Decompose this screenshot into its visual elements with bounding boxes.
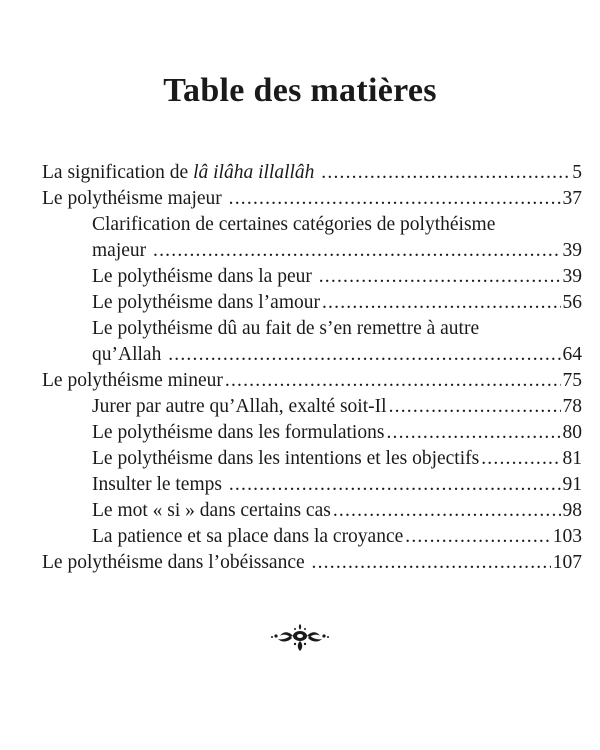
toc-entry-row	[92, 290, 582, 316]
dot-leader	[312, 550, 551, 576]
toc-subentry	[42, 264, 582, 290]
toc-entry-text: majeur	[92, 240, 152, 261]
toc-subentry	[42, 420, 582, 446]
toc-entry-text: La signification de	[42, 162, 194, 183]
toc-entry-row	[92, 524, 582, 550]
toc-entry-row	[42, 186, 582, 212]
toc-page-number: 78	[562, 396, 582, 417]
toc-entry-text: Le polythéisme dans les intentions et les objectifs	[92, 448, 480, 469]
toc-entry-text: Jurer par autre qu’Allah, exalté soit-Il	[92, 396, 387, 417]
toc-entry	[42, 160, 582, 186]
toc-entry-row	[92, 498, 582, 524]
toc-entry-text: Insulter le temps	[92, 474, 227, 495]
toc-subentry	[42, 290, 582, 316]
toc-entry-row	[42, 160, 582, 186]
toc-entry-italic-text: lâ ilâha illallâh	[193, 162, 315, 183]
dot-leader	[389, 394, 561, 420]
toc-entry-title	[92, 264, 317, 290]
toc-entry-row	[92, 264, 582, 290]
toc-page-number: 75	[562, 370, 582, 391]
toc-entry-row	[92, 446, 582, 472]
toc-entry-row	[42, 368, 582, 394]
toc-entry-title	[92, 524, 403, 550]
toc-entry-title	[92, 472, 227, 498]
dot-leader	[153, 238, 560, 264]
toc-entry-title	[92, 420, 384, 446]
toc-page-number: 103	[552, 526, 582, 547]
toc-page-number: 80	[562, 422, 582, 443]
toc-entry-row	[42, 550, 582, 576]
toc-subentry	[42, 394, 582, 420]
toc-entry-title	[42, 186, 227, 212]
toc-entry-row	[92, 342, 582, 368]
toc-entry-title	[92, 498, 331, 524]
toc-entry-title-line: Le polythéisme dû au fait de s’en remettre à autre	[92, 318, 480, 339]
toc-page-number: 37	[562, 188, 582, 209]
toc-entry-text: Le polythéisme dans l’amour	[92, 292, 320, 313]
toc-page-number: 39	[562, 266, 582, 287]
toc-subentry	[42, 316, 582, 368]
toc-entry-row	[92, 394, 582, 420]
page-title: Table des matières	[163, 72, 437, 109]
toc-entry-text: La patience et sa place dans la croyance	[92, 526, 404, 547]
toc-entry-title-line: Clarification de certaines catégories de polythéisme	[92, 214, 496, 235]
dot-leader	[319, 264, 561, 290]
toc-page-number: 56	[562, 292, 582, 313]
toc-entry	[42, 550, 582, 576]
toc-subentry	[42, 446, 582, 472]
toc-page-number: 5	[572, 162, 582, 183]
toc-entry-title	[42, 368, 223, 394]
toc-page-number: 98	[562, 500, 582, 521]
toc-entry-text: Le polythéisme majeur	[42, 188, 227, 209]
toc-entry-title	[42, 550, 310, 576]
dot-leader	[481, 446, 560, 472]
toc-entry-text: Le polythéisme dans l’obéissance	[42, 552, 310, 573]
floral-ornament-icon	[268, 624, 332, 652]
toc-entry-text-after	[314, 162, 319, 183]
dot-leader	[322, 290, 561, 316]
toc-entry-title	[92, 290, 320, 316]
toc-entry-title	[92, 394, 387, 420]
toc-entry-text: Le polythéisme dans les formulations	[92, 422, 385, 443]
toc-entry-text: qu’Allah	[92, 344, 167, 365]
toc-entry-title	[92, 238, 151, 264]
dot-leader	[225, 368, 561, 394]
toc-subentry	[42, 498, 582, 524]
toc-entry	[42, 368, 582, 394]
toc-page-number: 39	[562, 240, 582, 261]
toc-entry-text: Le polythéisme mineur	[42, 370, 223, 391]
toc-subentry	[42, 472, 582, 498]
toc-entry-title	[92, 342, 166, 368]
dot-leader	[386, 420, 560, 446]
dot-leader	[333, 498, 561, 524]
toc-entry-title	[42, 160, 319, 186]
toc-page-number: 81	[562, 448, 582, 469]
toc-entry-title	[92, 446, 479, 472]
toc-subentry	[42, 524, 582, 550]
dot-leader	[229, 472, 561, 498]
toc-page-number: 107	[552, 552, 582, 573]
toc-entry-row	[92, 472, 582, 498]
toc-entry-text: Le mot « si » dans certains cas	[92, 500, 331, 521]
toc-entry	[42, 186, 582, 212]
dot-leader	[321, 160, 570, 186]
dot-leader	[229, 186, 561, 212]
toc-page-number: 91	[562, 474, 582, 495]
dot-leader	[168, 342, 560, 368]
dot-leader	[405, 524, 550, 550]
toc-page-number: 64	[562, 344, 582, 365]
toc-entry-row	[92, 420, 582, 446]
toc-subentry	[42, 212, 582, 264]
toc-entry-text: Le polythéisme dans la peur	[92, 266, 317, 287]
toc-entry-row	[92, 238, 582, 264]
table-of-contents	[42, 160, 582, 576]
